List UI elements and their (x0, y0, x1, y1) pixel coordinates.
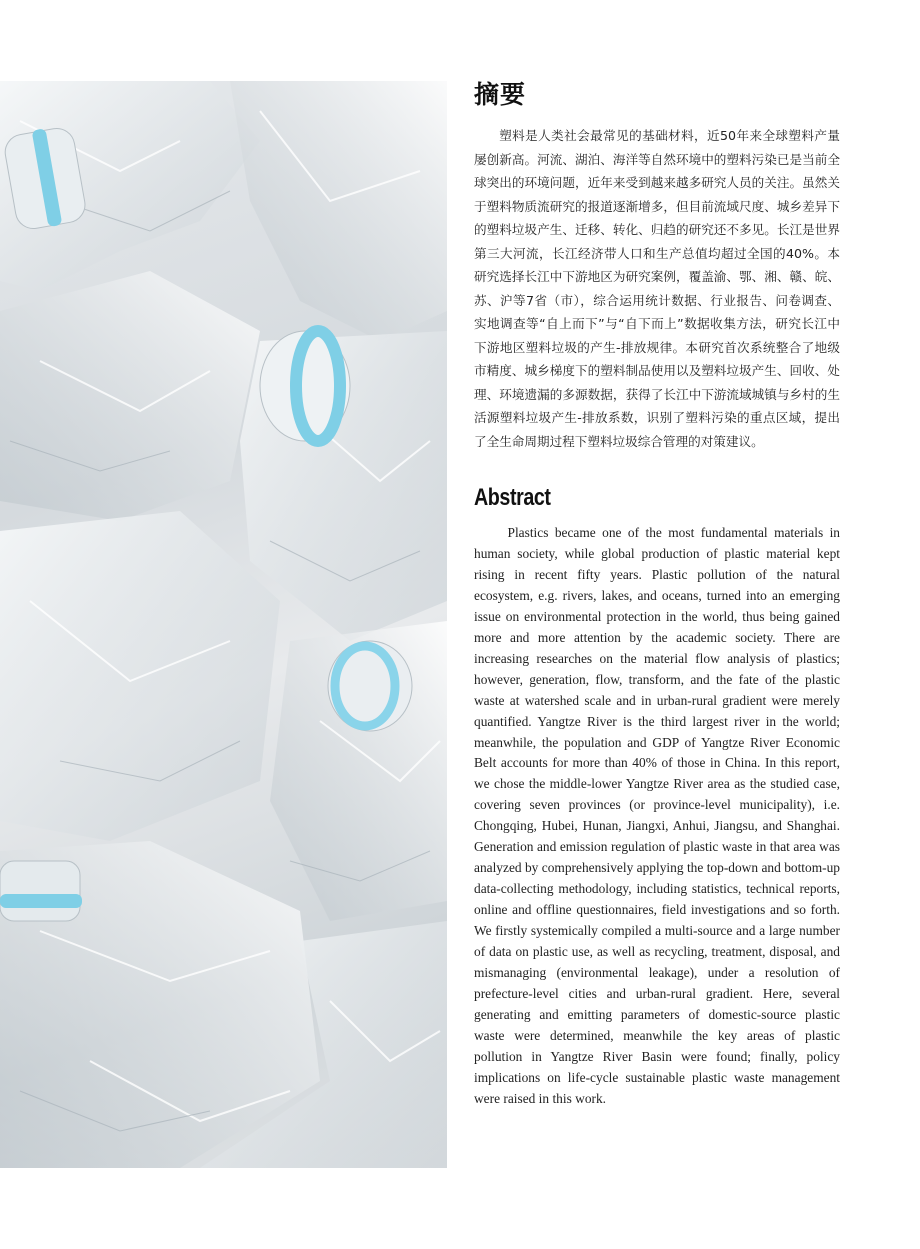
plastic-bottles-photo (0, 81, 447, 1168)
abstract-zh-heading: 摘要 (474, 80, 527, 109)
abstract-column (474, 78, 840, 1110)
abstract-zh-body: 塑料是人类社会最常见的基础材料，近50年来全球塑料产量屡创新高。河流、湖泊、海洋等自然环境中的塑料污染已是当前全球突出的环境问题，近年来受到越来越多研究人员的关注。虽然关于塑料物质流研究的报道逐渐增多，但目前流域尺度、城乡差异下的塑料垃圾产生、迁移、转化、归趋的研究还不多见。长江是世界第三大河流，长江经济带人口和生产总值均超过全国的40%。本研究选择长江中下游地区为研究案例，覆盖渝、鄂、湘、赣、皖、苏、沪等7省（市），综合运用统计数据、行业报告、问卷调查、实地调查等“自上而下”与“自下而上”数据收集方法，研究长江中下游地区塑料垃圾的产生-排放规律。本研究首次系统整合了地级市精度、城乡梯度下的塑料制品使用以及塑料垃圾产生、回收、处理、环境遗漏的多源数据，获得了长江中下游流域城镇与乡村的生活源塑料垃圾产生-排放系数，识别了塑料污染的重点区域，提出了全生命周期过程下塑料垃圾综合管理的对策建议。 (474, 128, 840, 449)
bottle-neck-2 (260, 331, 350, 441)
bottle-neck-4 (0, 861, 82, 921)
plastic-bottles-illustration (0, 81, 447, 1168)
abstract-en-heading: Abstract (474, 484, 551, 511)
bottle-neck-3 (328, 641, 412, 731)
abstract-en-body: Plastics became one of the most fundamental materials in human society, while global production of plastic material kept rising in recent fifty years. Plastic pollution of the natural ecosystem, e.g. rivers, lakes, and oceans, turned into an emerging issue on environmental protection in the world, thus being gained more and more attention by the academic society. There are increasing researches on the material flow analysis of plastics; however, generation, flow, transform, and the fate of the plastic waste at watershed scale and in urban-rural gradient were merely quantified. Yangtze River is the third largest river in the world; meanwhile, the population and GDP of Yangtze River Economic Belt accounts for more than 40% of those in China. In this report, we chose the middle-lower Yangtze River area as the studied case, covering seven provinces (or province-level municipality), i.e. Chongqing, Hubei, Hunan, Jiangxi, Anhui, Jiangsu, and Shanghai. Generation and emission regulation of plastic waste in that area was analyzed by comprehensively applying the top-down and bottom-up data-collecting methodology, including statistics, technical reports, online and offline questionnaires, field investigations and so forth. We firstly systemically compiled a multi-source and a large number of data on plastic use, as well as recycling, treatment, disposal, and mismanaging (environmental leakage), under a resolution of prefecture-level cities and urban-rural gradient. Here, several generating and emitting parameters of domestic-source plastic waste were determined, meanwhile the key areas of plastic pollution in Yangtze River Basin were found; finally, policy implications on life-cycle sustainable plastic waste management were raised in this work. (474, 525, 840, 1106)
